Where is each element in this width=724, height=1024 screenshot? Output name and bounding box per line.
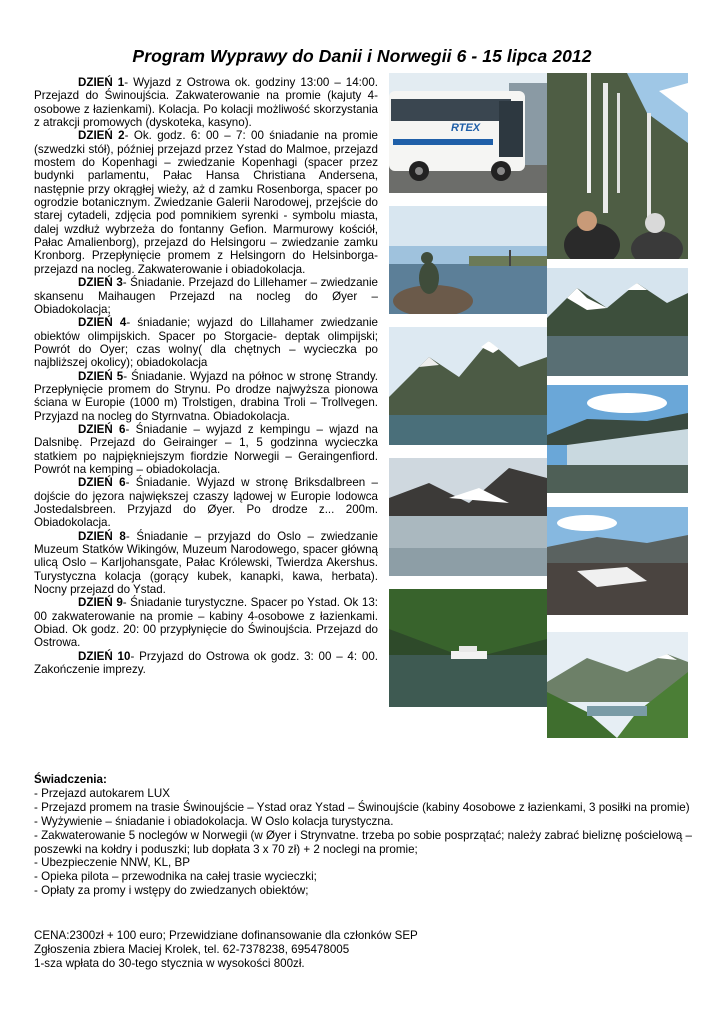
day-paragraph <box>34 276 378 316</box>
day-text: - Śniadanie. Przejazd do Lillehamer – zwiedzanie skansenu Maihaugen Przejazd na nocleg do Øyer – Obiadokolacja; <box>34 276 378 316</box>
fjord-mountains-photo <box>389 327 547 445</box>
benefit-item: - Zakwaterowanie 5 noclegów w Norwegii (w Øyer i Strynvatne. trzeba po sobie posprzątać; należy zabrać bieliznę pościelową – poszewki na kołdry i poduszki; lub dopłata 3 x 70 zł) + 2 noclegi na promie; <box>34 828 692 856</box>
deposit-line: 1-sza wpłata do 30-tego stycznia w wysokości 800zł. <box>34 956 305 970</box>
benefit-item: - Przejazd promem na trasie Świnoujście – Ystad oraz Ystad – Świnoujście (kabiny 4osobowe z łazienkami, 3 posiłki na promie) <box>34 800 690 814</box>
day-text: - Przyjazd do Ostrowa ok godz. 3: 00 – 4: 00. Zakończenie imprezy. <box>34 649 378 677</box>
glacier-photo <box>547 385 688 493</box>
price-line: CENA:2300zł + 100 euro; Przewidziane dofinansowanie dla członków SEP <box>34 929 418 942</box>
day-text: - Śniadanie – przyjazd do Oslo – zwiedzanie Muzeum Statków Wikingów, Muzeum Narodowego, spacer główną ulicą Oslo – Karljohansgate, Pałac Królewski, Twierdza Akershus. Turystyczna kolacja (gorący kubek, kanapki, kawa, herbata). Nocny przejazd do Ystad. <box>34 529 379 597</box>
contact-line: Zgłoszenia zbiera Maciej Krolek, tel. 62-7378238, 695478005 <box>34 942 350 956</box>
ferry-fjord-photo <box>389 589 547 707</box>
benefit-item: - Ubezpieczenie NNW, KL, BP <box>34 856 190 870</box>
day-label: DZIEŃ 8 <box>78 529 126 543</box>
snowy-mountains-photo <box>547 268 688 376</box>
day-text: - Wyjazd z Ostrowa ok. godziny 13:00 – 14:00. Przejazd do Świnoujścia. Zakwaterowanie na promie (kajuty 4-osobowe z łazienkami). Kolacja. Po kolacji możliwość skorzystania z atrakcji promowych (dyskoteka, kasyno). <box>34 76 379 130</box>
benefits-list <box>34 787 694 898</box>
little-mermaid-photo <box>389 206 547 314</box>
day-text: - Śniadanie. Wyjazd w stronę Briksdalbreen – dojście do jęzora największej czaszy lądowej w Europie lodowca Jostedalsbreen. Przyjazd do Øyer. Po drodze z... 200m. Obiadokolacja. <box>34 476 378 530</box>
day-paragraph <box>34 129 378 276</box>
bus-logo: RTEX <box>451 122 481 134</box>
benefit-item: - Opieka pilota – przewodnika na całej trasie wycieczki; <box>34 870 317 884</box>
day-label: DZIEŃ 2 <box>78 129 125 143</box>
benefits-section <box>34 773 694 898</box>
day-paragraph <box>34 476 378 529</box>
day-paragraph <box>34 423 378 476</box>
benefit-item: - Wyżywienie – śniadanie i obiadokolacja. W Oslo kolacja turystyczna. <box>34 814 394 828</box>
day-paragraph <box>34 650 378 677</box>
day-label: DZIEŃ 1 <box>78 76 125 89</box>
day-text: - śniadanie; wyjazd do Lillahamer zwiedzanie obiektów olimpijskich. Spacer po Storgacie- deptak olimpijski; Powrót do Oyer; czas wolny( dla chętnych – wycieczka po najbliższej okolicy); obiadokolacja <box>34 316 378 370</box>
day-label: DZIEŃ 9 <box>78 596 123 610</box>
glacier-lake-photo <box>389 458 547 576</box>
day-paragraph <box>34 370 378 423</box>
day-text: - Śniadanie turystyczne. Spacer po Ystad. Ok 13: 00 zakwaterowanie na promie – kabiny 4-osobowe z łazienkami. Obiad. Ok godz. 20: 00 przypłynięcie do Świnoujścia. Przejazd do Ostrowa. <box>34 596 378 650</box>
day-paragraph <box>34 596 378 649</box>
valley-fjord-photo <box>547 632 688 738</box>
day-label: DZIEŃ 6 <box>78 476 126 490</box>
day-label: DZIEŃ 5 <box>78 369 124 383</box>
benefits-heading: Świadczenia: <box>34 773 107 786</box>
rocky-plateau-photo <box>547 507 688 615</box>
benefit-item: - Opłaty za promy i wstępy do zwiedzanych obiektów; <box>34 884 309 898</box>
page-title: Program Wyprawy do Danii i Norwegii 6 - 15 lipca 2012 <box>132 45 592 66</box>
day-paragraph <box>34 76 378 129</box>
day-label: DZIEŃ 10 <box>78 649 131 663</box>
itinerary <box>34 76 378 676</box>
day-label: DZIEŃ 4 <box>78 316 127 330</box>
day-paragraph <box>34 530 378 597</box>
day-text: - Ok. godz. 6: 00 – 7: 00 śniadanie na promie (szwedzki stół), później przejazd przez Ystad do Malmoe, przejazd mostem do Kopenhagi – zwiedzanie Kopenhagi (spacer przez budynki parlamentu, Pałac Hansa Christiana Andersena, następnie przy okrągłej wieży, aż d zamku Rosenborga, spacer po ogrodzie botanicznym. Zwiedzanie Galerii Narodowej, przejście do starej cytadeli, zdjęcia pod pomnikiem syrenki - symbolu miasta, dalej wzdłuż wybrzeża do fontanny Gefion. Marmurowy kościół, Pałac Amalienborg), przejazd do Helsingoru – zwiedzanie zamku Kronborg. Przepłynięcie promem z Helsingorn do Helsinborga- przejazd na nocleg. Zakwaterowanie i obiadokolacja. <box>34 129 378 276</box>
waterfall-photo <box>547 73 688 259</box>
day-label: DZIEŃ 6 <box>78 422 126 436</box>
footer-info <box>34 929 694 971</box>
day-text: - Śniadanie – wyjazd z kempingu – wjazd na Dalsnibę. Przejazd do Geirainger – 1, 5 godzinna wycieczka statkiem po najpiękniejszym fiordzie Norwegii – Geraingenfiord. Powrót na kemping – obiadokolacja. <box>34 422 378 476</box>
day-label: DZIEŃ 3 <box>78 276 123 290</box>
day-text: - Śniadanie. Wyjazd na północ w stronę Strandy. Przepłynięcie promem do Strynu. Po drodze najwyższa pionowa ściana w Europie (1000 m) Trolstigen, drabina Troli – Trollvegen. Przyjazd na nocleg do Styrnvatna. Obiadokolacja. <box>34 369 378 423</box>
benefit-item: - Przejazd autokarem LUX <box>34 786 170 800</box>
bus-photo <box>389 73 547 193</box>
day-paragraph <box>34 316 378 369</box>
